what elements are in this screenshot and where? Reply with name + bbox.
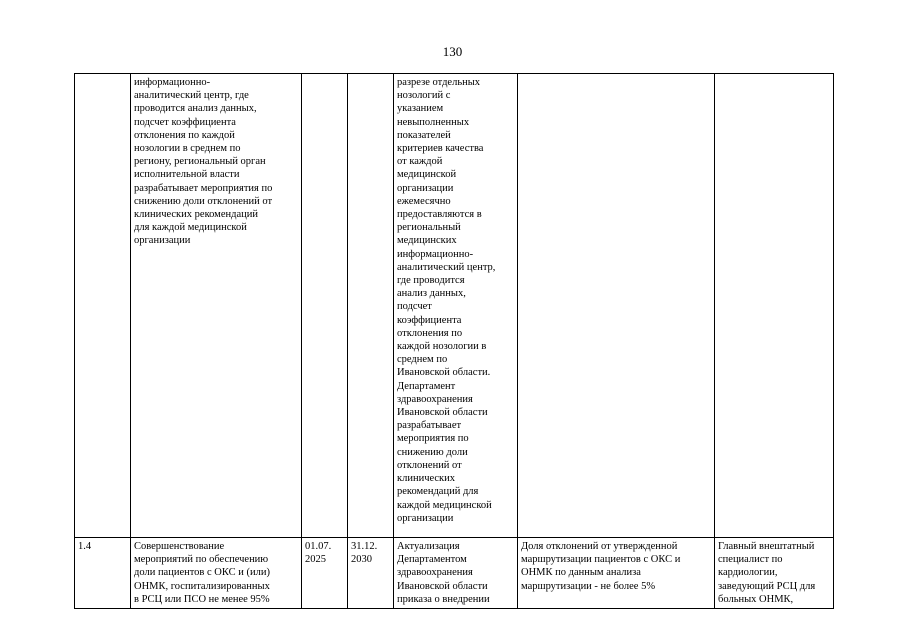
row-number-cell: 1.4 <box>75 538 131 609</box>
responsible-cell: Главный внештатный специалист по кардиологии, заведующий РСЦ для больных ОНМК, <box>715 538 834 609</box>
result-cell <box>518 74 715 538</box>
end-date-cell: 31.12. 2030 <box>348 538 394 609</box>
responsible-cell <box>715 74 834 538</box>
result-cell: Доля отклонений от утвержденной маршрутизации пациентов с ОКС и ОНМК по данным анализа маршрутизации - не более 5% <box>518 538 715 609</box>
row-number-cell <box>75 74 131 538</box>
description-cell: Актуализация Департаментом здравоохранения Ивановской области приказа о внедрении <box>394 538 518 609</box>
end-date-cell <box>348 74 394 538</box>
table-row <box>75 74 834 538</box>
description-cell: разрезе отдельных нозологий с указанием невыполненных показателей критериев качества от каждой медицинской организации ежемесячно предоставляются в региональный медицинских информационно- аналитический центр, где проводится анализ данных, подсчет коэффициента отклонения по каждой нозологии в среднем по Ивановской области. Департамент здравоохранения Ивановской области разрабатывает мероприятия по снижению доли отклонений от клинических рекомендаций для каждой медицинской организации <box>394 74 518 538</box>
start-date-cell: 01.07. 2025 <box>302 538 348 609</box>
table-row <box>75 538 834 609</box>
event-cell: информационно- аналитический центр, где проводится анализ данных, подсчет коэффициента отклонения по каждой нозологии в среднем по региону, региональный орган исполнительной власти разрабатывает мероприятия по снижению доли отклонений от клинических рекомендаций для каждой медицинской организации <box>131 74 302 538</box>
plan-table <box>74 73 834 609</box>
start-date-cell <box>302 74 348 538</box>
page-number: 130 <box>442 44 463 59</box>
event-cell: Совершенствование мероприятий по обеспечению доли пациентов с ОКС и (или) ОНМК, госпитализированных в РСЦ или ПСО не менее 95% <box>131 538 302 609</box>
